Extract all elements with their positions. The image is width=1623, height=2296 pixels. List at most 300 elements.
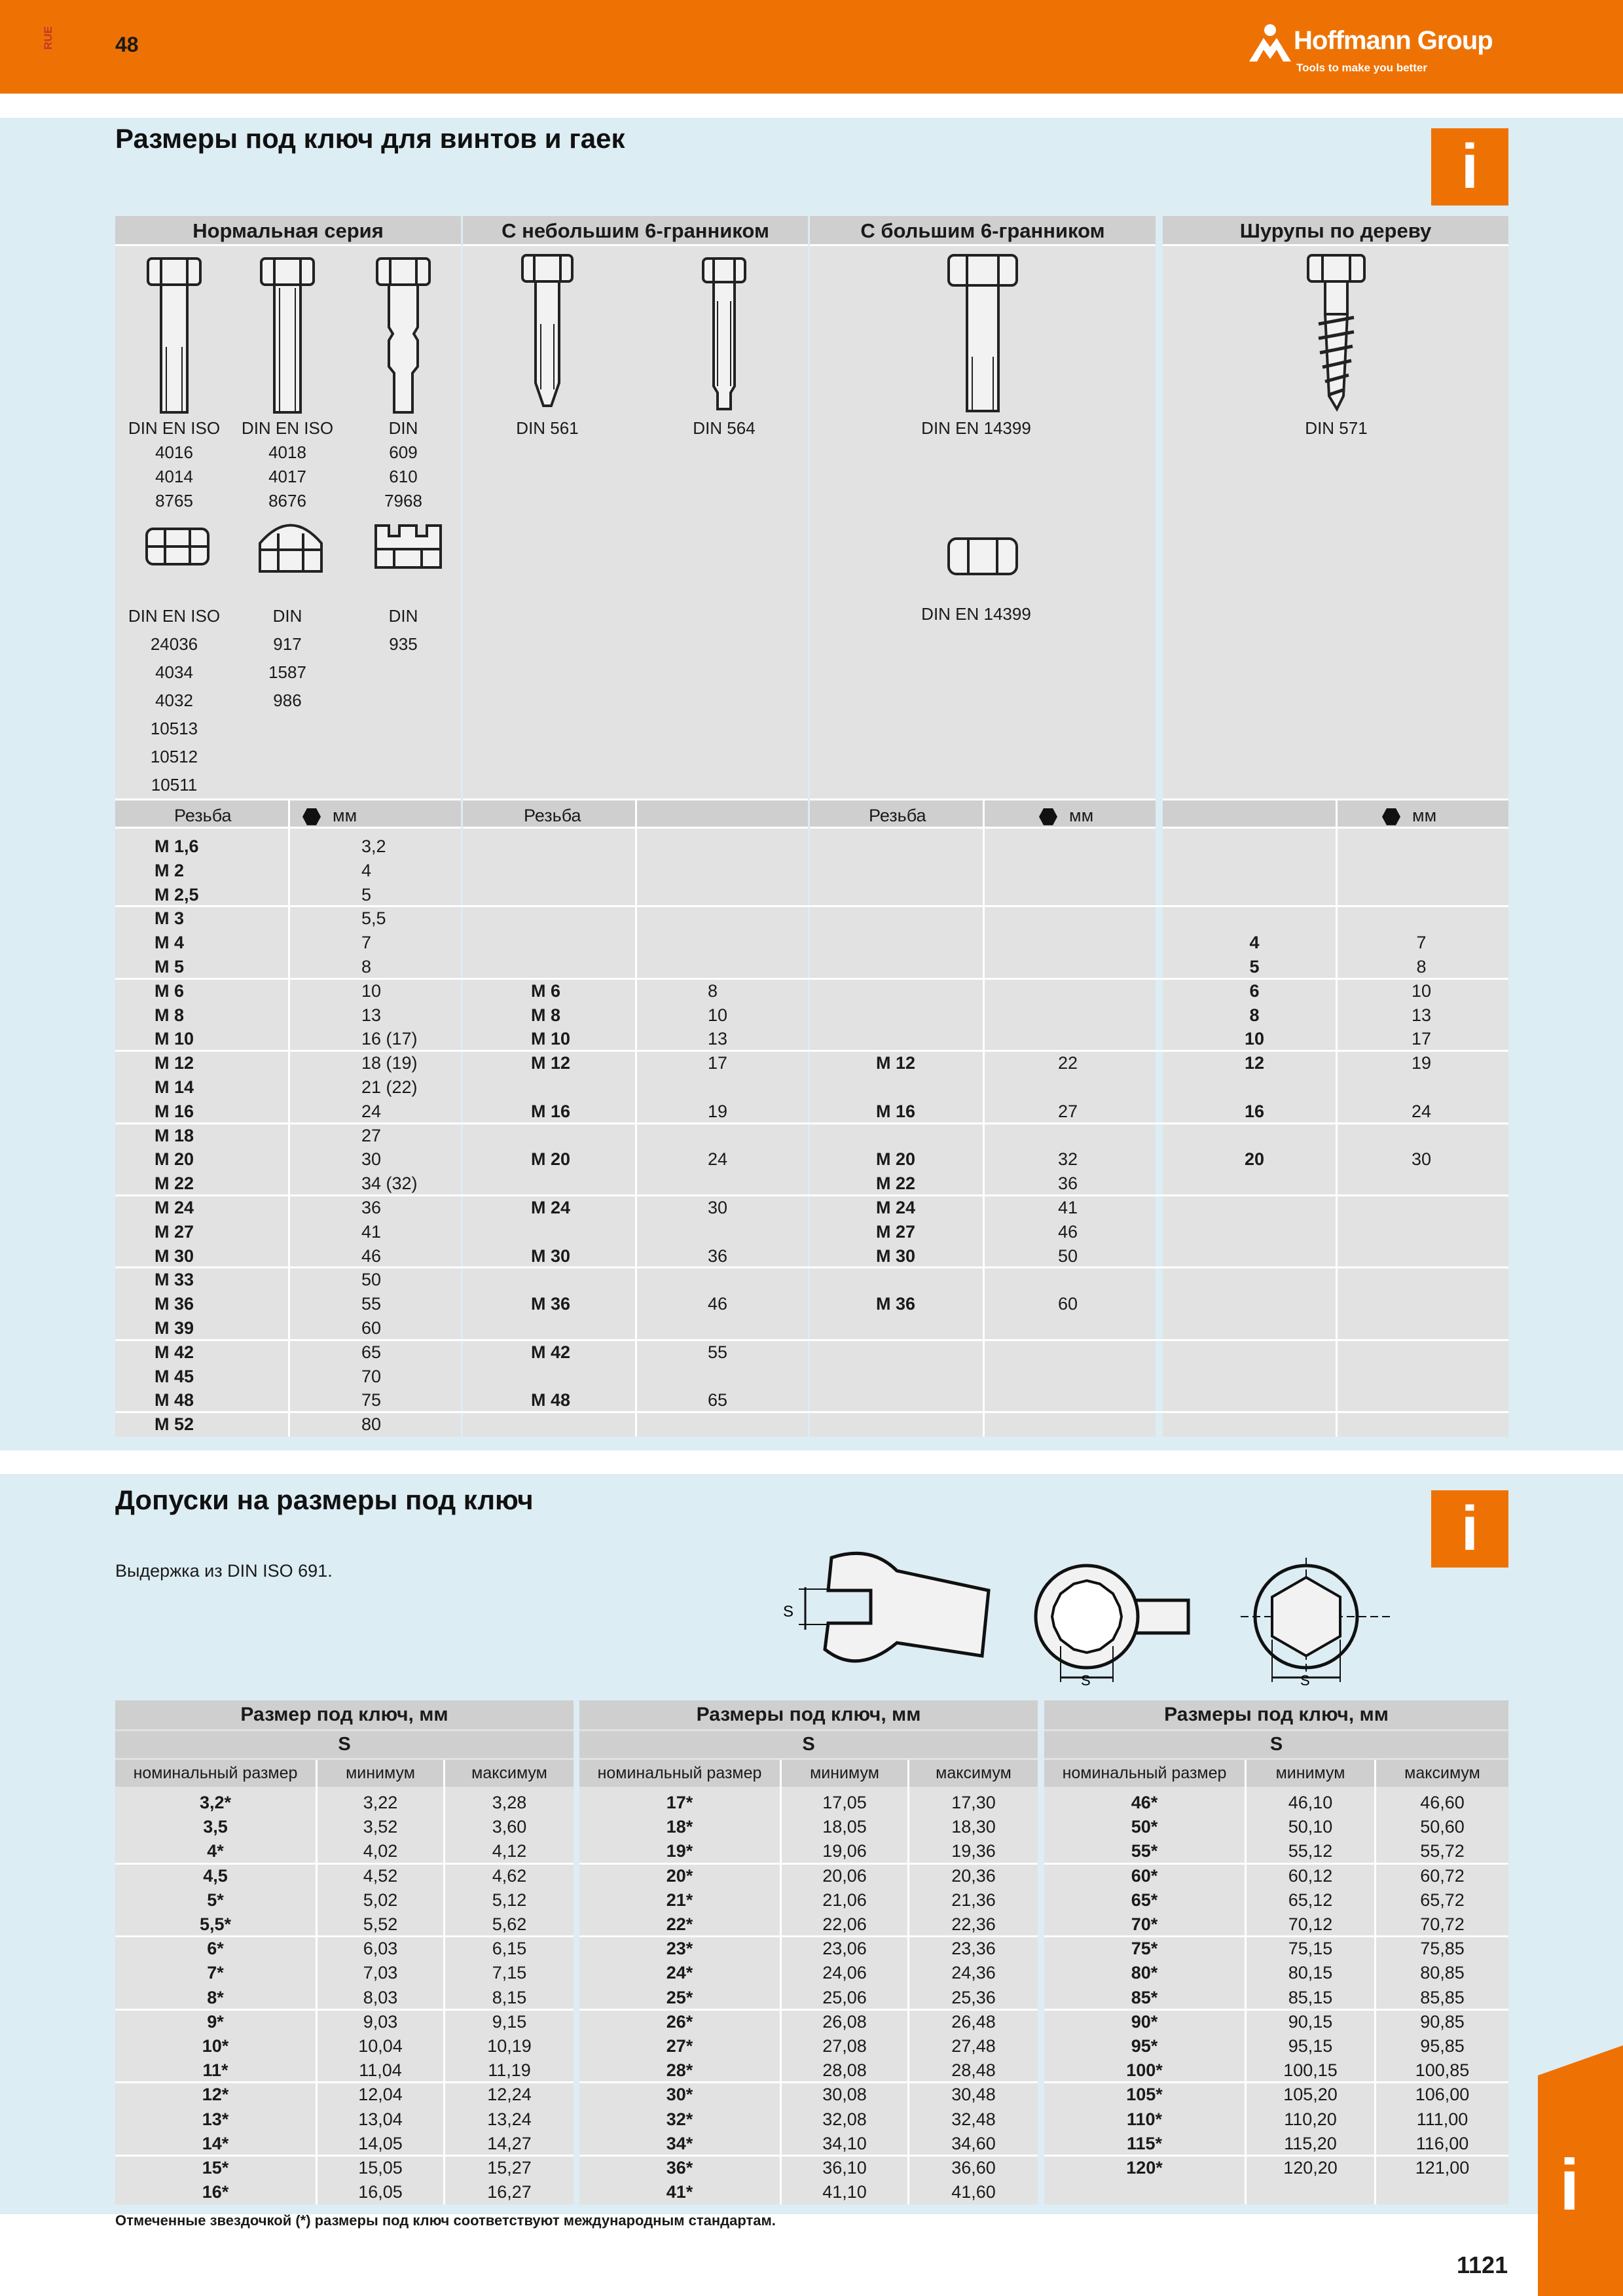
hex-wrench-icon xyxy=(1382,808,1400,825)
thread-cell: M 10 xyxy=(155,1029,194,1049)
thread-cell: 20 xyxy=(1244,1149,1265,1170)
max-size-cell: 9,15 xyxy=(492,2011,527,2032)
column-header-large-hex: Резьба мм xyxy=(810,798,1156,829)
standard-label: DIN EN 14399 xyxy=(921,604,1031,624)
wrench-size-cell: 18 (19) xyxy=(361,1053,418,1073)
min-size-cell: 15,05 xyxy=(358,2158,403,2178)
standard-label: DIN 935 xyxy=(388,606,418,654)
tolerance-table-2 xyxy=(579,1700,1038,2204)
thread-cell: M 42 xyxy=(155,1342,194,1362)
thread-cell: 16 xyxy=(1244,1101,1265,1121)
nominal-size-cell: 100* xyxy=(1126,2060,1163,2081)
nominal-size-cell: 60* xyxy=(1131,1865,1158,1886)
thread-cell: M 6 xyxy=(155,980,185,1001)
nominal-size-cell: 20* xyxy=(666,1865,693,1886)
grid-line xyxy=(115,1266,1508,1268)
min-size-cell: 14,05 xyxy=(358,2133,403,2153)
min-size-cell: 41,10 xyxy=(822,2182,867,2202)
wrench-size-cell: 41 xyxy=(1058,1198,1078,1217)
thread-cell: M 20 xyxy=(155,1149,194,1170)
max-size-cell: 90,85 xyxy=(1420,2011,1465,2032)
wrench-size-cell: 10 xyxy=(708,1005,728,1025)
side-tab-info-icon: i xyxy=(1559,2145,1580,2225)
thread-cell: M 48 xyxy=(531,1390,571,1410)
wrench-size-table xyxy=(115,216,1508,1437)
standard-label: DIN 917 1587 986 xyxy=(268,606,306,710)
tolerance-s-label: S xyxy=(1044,1731,1508,1758)
wrench-size-cell: 13 xyxy=(1411,1005,1432,1025)
max-size-cell: 14,27 xyxy=(487,2133,532,2153)
column-header-small-hex: Резьба xyxy=(463,798,808,829)
nominal-size-cell: 50* xyxy=(1131,1817,1158,1837)
thread-cell: M 42 xyxy=(531,1342,571,1362)
min-size-cell: 21,06 xyxy=(822,1890,867,1910)
nominal-size-cell: 21* xyxy=(666,1890,693,1910)
thread-cell: M 14 xyxy=(155,1077,194,1097)
wrench-size-cell: 21 (22) xyxy=(361,1077,418,1097)
max-size-cell: 12,24 xyxy=(487,2085,532,2105)
min-size-cell: 6,03 xyxy=(363,1939,398,1959)
min-size-cell: 12,04 xyxy=(358,2085,403,2105)
wrench-size-cell: 50 xyxy=(1058,1246,1078,1266)
wrench-size-cell: 24 xyxy=(1411,1101,1432,1121)
wrench-size-cell: 4 xyxy=(361,860,372,880)
min-size-cell: 90,15 xyxy=(1288,2011,1333,2032)
grid-line xyxy=(115,1339,1508,1341)
grid-line xyxy=(579,2155,1038,2157)
nominal-size-cell: 110* xyxy=(1126,2109,1163,2129)
nominal-size-cell: 24* xyxy=(666,1963,693,1983)
wrench-size-cell: 36 xyxy=(361,1198,382,1217)
nominal-size-cell: 65* xyxy=(1131,1890,1158,1910)
nominal-size-cell: 115* xyxy=(1126,2133,1163,2153)
wrench-size-cell: 75 xyxy=(361,1390,382,1410)
min-size-cell: 120,20 xyxy=(1283,2158,1338,2178)
thread-cell: M 6 xyxy=(531,980,561,1001)
wrench-size-cell: 30 xyxy=(708,1198,728,1217)
grid-line xyxy=(579,1863,1038,1865)
wrench-size-cell: 3,2 xyxy=(361,836,386,856)
min-size-cell: 115,20 xyxy=(1284,2133,1337,2153)
nominal-size-cell: 85* xyxy=(1131,1987,1158,2007)
col-max: максимум xyxy=(445,1760,574,1787)
hoffmann-logo-icon xyxy=(1244,21,1296,67)
max-size-cell: 80,85 xyxy=(1420,1963,1465,1983)
min-size-cell: 9,03 xyxy=(363,2011,398,2032)
wrench-size-cell: 46 xyxy=(361,1246,382,1266)
grid-line xyxy=(1374,1760,1376,2204)
max-size-cell: 3,28 xyxy=(492,1793,527,1812)
nominal-size-cell: 27* xyxy=(666,2036,693,2056)
hex-bolt-icon xyxy=(141,255,207,419)
wood-screw-icon xyxy=(1300,252,1372,412)
wrench-size-cell: 27 xyxy=(1058,1101,1078,1121)
thread-cell: M 16 xyxy=(531,1101,571,1121)
grid-line xyxy=(115,2155,574,2157)
max-size-cell: 4,12 xyxy=(492,1841,527,1861)
nominal-size-cell: 75* xyxy=(1131,1939,1158,1959)
hex-wrench-icon xyxy=(302,808,321,825)
wrench-size-cell: 24 xyxy=(361,1101,382,1121)
max-size-cell: 106,00 xyxy=(1415,2085,1470,2105)
nominal-size-cell: 28* xyxy=(666,2060,693,2081)
wrench-size-cell: 5,5 xyxy=(361,908,386,929)
nominal-size-cell: 25* xyxy=(666,1987,693,2007)
min-size-cell: 4,52 xyxy=(363,1865,398,1886)
min-size-cell: 105,20 xyxy=(1283,2085,1338,2105)
wrench-size-cell: 60 xyxy=(1058,1294,1078,1314)
thread-cell: M 52 xyxy=(155,1414,194,1435)
max-size-cell: 85,85 xyxy=(1420,1987,1465,2007)
wrench-size-cell: 8 xyxy=(361,957,372,977)
thread-cell: M 30 xyxy=(531,1246,571,1266)
nominal-size-cell: 30* xyxy=(666,2085,693,2105)
max-size-cell: 75,85 xyxy=(1420,1939,1465,1959)
thread-cell: M 36 xyxy=(155,1294,194,1314)
panel-small-hex-title: С небольшим 6-гранником xyxy=(463,216,808,246)
max-size-cell: 50,60 xyxy=(1420,1817,1465,1837)
nominal-size-cell: 4,5 xyxy=(203,1865,228,1886)
min-size-cell: 65,12 xyxy=(1288,1890,1333,1910)
nominal-size-cell: 26* xyxy=(666,2011,693,2032)
wrench-size-cell: 65 xyxy=(361,1342,382,1362)
tolerance-table-title: Размеры под ключ, мм xyxy=(579,1700,1038,1729)
ring-wrench-icon xyxy=(1031,1554,1195,1698)
nominal-size-cell: 105* xyxy=(1126,2085,1163,2105)
min-size-cell: 20,06 xyxy=(822,1865,867,1886)
wrench-size-cell: 46 xyxy=(708,1294,728,1314)
grid-line xyxy=(1044,2009,1508,2011)
excerpt-note: Выдержка из DIN ISO 691. xyxy=(115,1561,333,1581)
min-size-cell: 85,15 xyxy=(1288,1987,1333,2007)
nominal-size-cell: 46* xyxy=(1131,1793,1158,1812)
nominal-size-cell: 120* xyxy=(1126,2158,1163,2178)
wrench-size-cell: 16 (17) xyxy=(361,1029,418,1049)
col-min: минимум xyxy=(1247,1760,1374,1787)
nominal-size-cell: 15* xyxy=(202,2158,229,2178)
max-size-cell: 26,48 xyxy=(951,2011,996,2032)
column-header-normal: Резьба мм xyxy=(115,798,461,829)
min-size-cell: 5,02 xyxy=(363,1890,398,1910)
min-size-cell: 70,12 xyxy=(1288,1914,1333,1934)
wrench-size-cell: 80 xyxy=(361,1414,382,1435)
grid-line xyxy=(288,798,290,1437)
nominal-size-cell: 19* xyxy=(666,1841,693,1861)
thread-cell: M 45 xyxy=(155,1366,194,1386)
wrench-size-cell: 7 xyxy=(361,933,372,953)
thread-cell: M 30 xyxy=(876,1246,916,1266)
max-size-cell: 18,30 xyxy=(951,1817,996,1837)
nominal-size-cell: 8* xyxy=(207,1987,224,2007)
wrench-size-cell: 34 (32) xyxy=(361,1174,418,1194)
nominal-size-cell: 80* xyxy=(1131,1963,1158,1983)
wrench-size-cell: 22 xyxy=(1058,1053,1078,1073)
standard-label: DIN EN ISO 4016 4014 8765 xyxy=(128,418,221,511)
thread-cell: M 12 xyxy=(531,1053,571,1073)
dog-point-bolt-icon xyxy=(691,255,757,416)
wrench-size-cell: 41 xyxy=(361,1221,382,1242)
max-size-cell: 7,15 xyxy=(492,1963,527,1983)
diagram-s-label: S xyxy=(783,1603,794,1621)
min-size-cell: 28,08 xyxy=(822,2060,867,2081)
page-number-top: 48 xyxy=(115,33,139,56)
max-size-cell: 55,72 xyxy=(1420,1841,1465,1861)
max-size-cell: 25,36 xyxy=(951,1987,996,2007)
structural-bolt-icon xyxy=(943,252,1022,419)
col-nominal: номинальный размер xyxy=(1044,1760,1245,1787)
grid-line xyxy=(316,1760,318,2204)
max-size-cell: 10,19 xyxy=(487,2036,532,2056)
nominal-size-cell: 5* xyxy=(207,1890,224,1910)
thread-cell: M 4 xyxy=(155,933,185,953)
max-size-cell: 23,36 xyxy=(951,1939,996,1959)
standard-label: DIN 564 xyxy=(693,418,756,438)
min-size-cell: 25,06 xyxy=(822,1987,867,2007)
col-nominal: номинальный размер xyxy=(579,1760,780,1787)
panel-normal-title: Нормальная серия xyxy=(115,216,461,246)
thread-cell: M 22 xyxy=(155,1174,194,1194)
nominal-size-cell: 5,5* xyxy=(199,1914,232,1934)
hex-wrench-icon xyxy=(1039,808,1057,825)
thread-cell: 12 xyxy=(1244,1053,1265,1073)
svg-text:S: S xyxy=(1300,1672,1310,1689)
wrench-size-cell: 5 xyxy=(361,884,372,905)
section1-title: Размеры под ключ для винтов и гаек xyxy=(115,123,625,154)
thread-cell: 10 xyxy=(1244,1029,1265,1049)
max-size-cell: 5,12 xyxy=(492,1890,527,1910)
grid-line xyxy=(1044,1935,1508,1937)
grid-line xyxy=(907,1760,909,2204)
wrench-size-cell: 17 xyxy=(1411,1029,1432,1049)
wrench-size-cell: 46 xyxy=(1058,1221,1078,1242)
max-size-cell: 116,00 xyxy=(1415,2133,1469,2153)
nominal-size-cell: 32* xyxy=(666,2109,693,2129)
grid-line xyxy=(115,978,1508,980)
max-size-cell: 34,60 xyxy=(951,2133,996,2153)
svg-text:S: S xyxy=(1081,1672,1091,1689)
nominal-size-cell: 36* xyxy=(666,2158,693,2178)
min-size-cell: 5,52 xyxy=(363,1914,398,1934)
wrench-size-cell: 50 xyxy=(361,1270,382,1290)
wrench-size-cell: 10 xyxy=(361,980,382,1001)
nominal-size-cell: 90* xyxy=(1131,2011,1158,2032)
grid-line xyxy=(1044,2155,1508,2157)
grid-line xyxy=(579,1935,1038,1937)
min-size-cell: 55,12 xyxy=(1288,1841,1333,1861)
thread-cell: M 27 xyxy=(876,1221,916,1242)
wrench-size-cell: 10 xyxy=(1411,980,1432,1001)
thread-cell: 6 xyxy=(1249,980,1260,1001)
max-size-cell: 65,72 xyxy=(1420,1890,1465,1910)
wrench-size-cell: 8 xyxy=(708,980,718,1001)
min-size-cell: 80,15 xyxy=(1288,1963,1333,1983)
min-size-cell: 27,08 xyxy=(822,2036,867,2056)
nominal-size-cell: 23* xyxy=(666,1939,693,1959)
brand xyxy=(1244,16,1506,81)
thread-cell: M 8 xyxy=(531,1005,561,1025)
min-size-cell: 22,06 xyxy=(822,1914,867,1934)
max-size-cell: 41,60 xyxy=(951,2182,996,2202)
thread-cell: M 30 xyxy=(155,1246,194,1266)
panel-large-hex-title: С большим 6-гранником xyxy=(810,216,1156,246)
grid-line xyxy=(115,1050,1508,1052)
standard-label: DIN 561 xyxy=(516,418,579,438)
min-size-cell: 36,10 xyxy=(822,2158,867,2178)
standard-label: DIN EN 14399 xyxy=(921,418,1031,438)
max-size-cell: 15,27 xyxy=(487,2158,532,2178)
thread-cell: M 16 xyxy=(155,1101,194,1121)
thread-cell: M 39 xyxy=(155,1318,194,1338)
nominal-size-cell: 13* xyxy=(202,2109,229,2129)
thread-cell: M 22 xyxy=(876,1174,916,1194)
grid-line xyxy=(1044,1863,1508,1865)
max-size-cell: 100,85 xyxy=(1415,2060,1470,2081)
nominal-size-cell: 55* xyxy=(1131,1841,1158,1861)
castle-nut-icon xyxy=(371,520,446,573)
max-size-cell: 24,36 xyxy=(951,1963,996,1983)
thread-cell: M 36 xyxy=(876,1294,916,1314)
grid-line xyxy=(115,1935,574,1937)
tolerance-table-1 xyxy=(115,1700,574,2204)
nominal-size-cell: 9* xyxy=(207,2011,224,2032)
wrench-size-cell: 24 xyxy=(708,1149,728,1170)
thread-cell: 8 xyxy=(1249,1005,1260,1025)
min-size-cell: 34,10 xyxy=(822,2133,867,2153)
min-size-cell: 75,15 xyxy=(1288,1939,1333,1959)
max-size-cell: 95,85 xyxy=(1420,2036,1465,2056)
col-max: максимум xyxy=(1376,1760,1508,1787)
nominal-size-cell: 3,2* xyxy=(199,1793,232,1812)
col-min: минимум xyxy=(318,1760,443,1787)
thread-cell: M 18 xyxy=(155,1125,194,1145)
min-size-cell: 18,05 xyxy=(822,1817,867,1837)
min-size-cell: 26,08 xyxy=(822,2011,867,2032)
panel-wood-screws-title: Шурупы по дереву xyxy=(1163,216,1508,246)
standard-label: DIN 609 610 7968 xyxy=(384,418,422,511)
thread-cell: M 3 xyxy=(155,908,185,929)
section2-title: Допуски на размеры под ключ xyxy=(115,1484,534,1515)
brand-name: Hoffmann Group xyxy=(1294,26,1493,55)
thread-cell: M 24 xyxy=(531,1198,571,1217)
grid-line xyxy=(780,1760,782,2204)
max-size-cell: 46,60 xyxy=(1420,1793,1465,1812)
thread-cell: M 8 xyxy=(155,1005,185,1025)
side-tab xyxy=(1538,2045,1623,2296)
wrench-size-cell: 60 xyxy=(361,1318,382,1338)
thread-cell: M 16 xyxy=(876,1101,916,1121)
section1-info-icon: i xyxy=(1431,128,1508,206)
min-size-cell: 23,06 xyxy=(822,1939,867,1959)
max-size-cell: 30,48 xyxy=(951,2085,996,2105)
tolerance-table-3 xyxy=(1044,1700,1508,2204)
min-size-cell: 4,02 xyxy=(363,1841,398,1861)
nominal-size-cell: 95* xyxy=(1131,2036,1158,2056)
standard-label: DIN EN ISO 24036 4034 4032 10513 10512 10511 xyxy=(128,606,221,795)
min-size-cell: 11,04 xyxy=(359,2060,402,2081)
nominal-size-cell: 18* xyxy=(666,1817,693,1837)
language-code: RUE xyxy=(41,26,54,50)
thread-cell: M 10 xyxy=(531,1029,571,1049)
grid-line xyxy=(115,905,1508,907)
max-size-cell: 3,60 xyxy=(492,1817,527,1837)
max-size-cell: 36,60 xyxy=(951,2158,996,2178)
nominal-size-cell: 4* xyxy=(207,1841,224,1861)
grid-line xyxy=(443,1760,445,2204)
max-size-cell: 28,48 xyxy=(951,2060,996,2081)
min-size-cell: 110,20 xyxy=(1284,2109,1337,2129)
thread-cell: 5 xyxy=(1249,957,1260,977)
wrench-size-cell: 17 xyxy=(708,1053,728,1073)
min-size-cell: 46,10 xyxy=(1288,1793,1333,1812)
standard-label: DIN EN ISO 4018 4017 8676 xyxy=(241,418,334,511)
thread-cell: M 1,6 xyxy=(155,836,199,856)
grid-line xyxy=(115,1122,1508,1124)
thread-cell: M 20 xyxy=(531,1149,571,1170)
min-size-cell: 7,03 xyxy=(363,1963,398,1983)
max-size-cell: 121,00 xyxy=(1415,2158,1470,2178)
thread-cell: M 20 xyxy=(876,1149,916,1170)
grid-line xyxy=(579,2081,1038,2083)
wrench-size-cell: 30 xyxy=(1411,1149,1432,1170)
min-size-cell: 17,05 xyxy=(822,1793,867,1812)
wrench-size-cell: 65 xyxy=(708,1390,728,1410)
wrench-size-cell: 19 xyxy=(708,1101,728,1121)
max-size-cell: 17,30 xyxy=(951,1793,996,1812)
max-size-cell: 11,19 xyxy=(488,2060,531,2081)
thread-cell: M 27 xyxy=(155,1221,194,1242)
min-size-cell: 50,10 xyxy=(1288,1817,1333,1837)
nominal-size-cell: 11* xyxy=(202,2060,228,2081)
grid-line xyxy=(115,1863,574,1865)
min-size-cell: 3,52 xyxy=(363,1817,398,1837)
min-size-cell: 100,15 xyxy=(1283,2060,1338,2081)
thread-cell: M 24 xyxy=(876,1198,916,1217)
nominal-size-cell: 7* xyxy=(207,1963,224,1983)
max-size-cell: 5,62 xyxy=(492,1914,527,1934)
min-size-cell: 13,04 xyxy=(358,2109,403,2129)
max-size-cell: 20,36 xyxy=(951,1865,996,1886)
nominal-size-cell: 6* xyxy=(207,1939,224,1959)
wrench-size-cell: 55 xyxy=(708,1342,728,1362)
tolerance-s-label: S xyxy=(579,1731,1038,1758)
min-size-cell: 60,12 xyxy=(1288,1865,1333,1886)
max-size-cell: 6,15 xyxy=(492,1939,527,1959)
nominal-size-cell: 34* xyxy=(666,2133,693,2153)
thread-cell: M 24 xyxy=(155,1198,194,1217)
thread-cell: M 33 xyxy=(155,1270,194,1290)
wrench-size-cell: 36 xyxy=(1058,1174,1078,1194)
grid-line xyxy=(115,2009,574,2011)
max-size-cell: 19,36 xyxy=(951,1841,996,1861)
min-size-cell: 10,04 xyxy=(358,2036,403,2056)
wrench-size-cell: 19 xyxy=(1411,1053,1432,1073)
wrench-size-cell: 13 xyxy=(361,1005,382,1025)
wrench-size-cell: 36 xyxy=(708,1246,728,1266)
thread-cell: M 36 xyxy=(531,1294,571,1314)
thread-cell: 4 xyxy=(1249,933,1260,953)
tolerance-table-title: Размер под ключ, мм xyxy=(115,1700,574,1729)
grid-line xyxy=(983,798,985,1437)
wrench-size-cell: 7 xyxy=(1416,933,1427,953)
max-size-cell: 60,72 xyxy=(1420,1865,1465,1886)
nominal-size-cell: 22* xyxy=(666,1914,693,1934)
grid-line xyxy=(1336,798,1338,1437)
nominal-size-cell: 14* xyxy=(202,2133,229,2153)
thread-cell: M 12 xyxy=(155,1053,194,1073)
hex-nut-icon xyxy=(141,524,213,569)
wrench-size-cell: 8 xyxy=(1416,957,1427,977)
thread-cell: M 2 xyxy=(155,860,185,880)
